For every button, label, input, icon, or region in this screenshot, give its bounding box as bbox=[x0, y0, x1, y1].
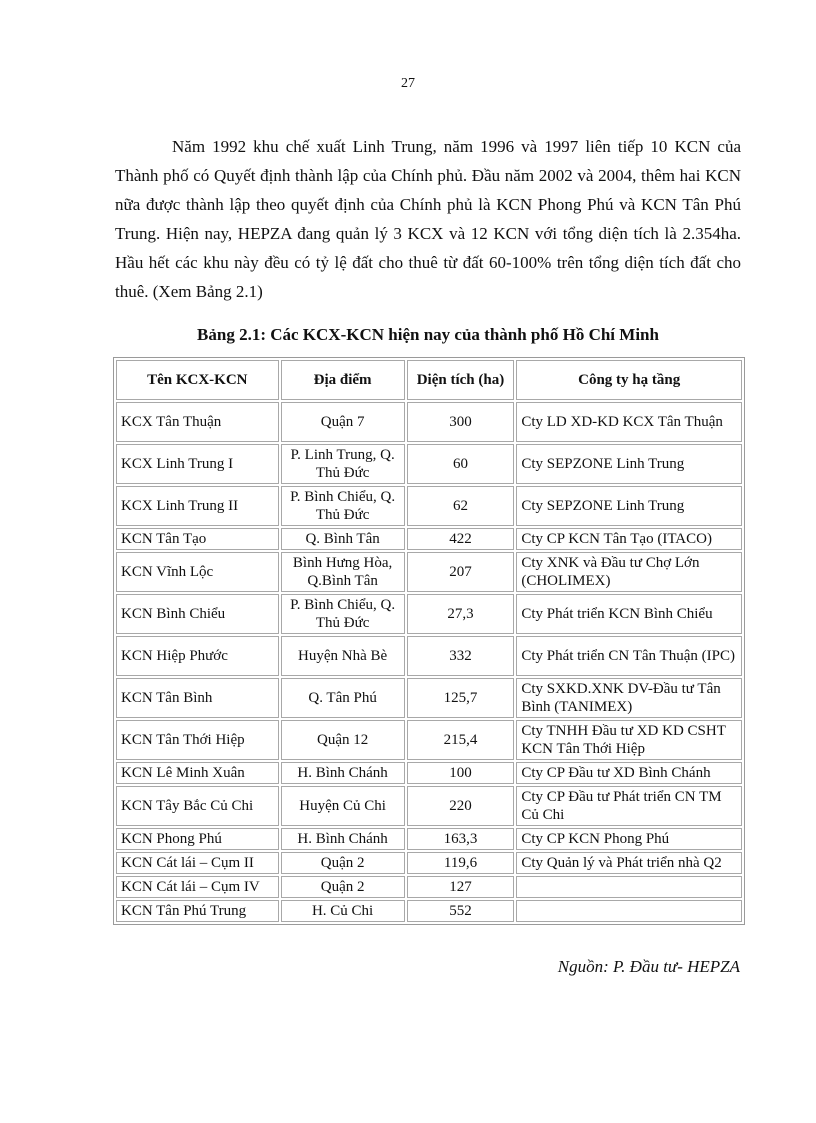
cell-name: KCN Hiệp Phước bbox=[116, 636, 279, 676]
cell-location: Q. Tân Phú bbox=[281, 678, 405, 718]
cell-area: 422 bbox=[407, 528, 515, 550]
cell-area: 119,6 bbox=[407, 852, 515, 874]
table-row bbox=[116, 444, 742, 484]
cell-name: KCX Linh Trung II bbox=[116, 486, 279, 526]
table-row bbox=[116, 828, 742, 850]
kcx-kcn-table bbox=[113, 357, 745, 925]
cell-name: KCN Cát lái – Cụm II bbox=[116, 852, 279, 874]
cell-company: Cty SEPZONE Linh Trung bbox=[516, 486, 742, 526]
header-area: Diện tích (ha) bbox=[407, 360, 515, 400]
cell-location: Quận 2 bbox=[281, 852, 405, 874]
cell-location: P. Bình Chiểu, Q. Thủ Đức bbox=[281, 486, 405, 526]
cell-company bbox=[516, 876, 742, 898]
cell-company: Cty CP KCN Tân Tạo (ITACO) bbox=[516, 528, 742, 550]
cell-company: Cty CP Đầu tư Phát triển CN TM Củ Chi bbox=[516, 786, 742, 826]
cell-location: Quận 7 bbox=[281, 402, 405, 442]
header-infrastructure-company: Công ty hạ tầng bbox=[516, 360, 742, 400]
table-header-row bbox=[116, 360, 742, 400]
header-location: Địa điểm bbox=[281, 360, 405, 400]
table-row bbox=[116, 528, 742, 550]
cell-name: KCN Tân Bình bbox=[116, 678, 279, 718]
cell-location: Quận 12 bbox=[281, 720, 405, 760]
cell-area: 163,3 bbox=[407, 828, 515, 850]
table-row bbox=[116, 876, 742, 898]
body-paragraph: Năm 1992 khu chế xuất Linh Trung, năm 1996 và 1997 liên tiếp 10 KCN của Thành phố có Quyết định thành lập của Chính phủ. Đầu năm 2002 và 2004, thêm hai KCN nữa được thành lập theo quyết định của Chính phủ là KCN Phong Phú và KCN Tân Phú Trung. Hiện nay, HEPZA đang quản lý 3 KCX và 12 KCN với tổng diện tích là 2.354ha. Hầu hết các khu này đều có tỷ lệ đất cho thuê từ đất 60-100% trên tổng diện tích đất cho thuê. (Xem Bảng 2.1) bbox=[115, 137, 741, 301]
cell-area: 332 bbox=[407, 636, 515, 676]
cell-area: 207 bbox=[407, 552, 515, 592]
source-note: Nguồn: P. Đầu tư- HEPZA bbox=[557, 957, 740, 976]
table-row bbox=[116, 720, 742, 760]
cell-location: Quận 2 bbox=[281, 876, 405, 898]
cell-company bbox=[516, 900, 742, 922]
cell-company: Cty CP Đầu tư XD Bình Chánh bbox=[516, 762, 742, 784]
cell-company: Cty CP KCN Phong Phú bbox=[516, 828, 742, 850]
cell-name: KCN Bình Chiểu bbox=[116, 594, 279, 634]
cell-company: Cty SEPZONE Linh Trung bbox=[516, 444, 742, 484]
cell-company: Cty Quản lý và Phát triển nhà Q2 bbox=[516, 852, 742, 874]
cell-name: KCX Tân Thuận bbox=[116, 402, 279, 442]
header-name: Tên KCX-KCN bbox=[116, 360, 279, 400]
cell-area: 215,4 bbox=[407, 720, 515, 760]
table-row bbox=[116, 402, 742, 442]
cell-area: 552 bbox=[407, 900, 515, 922]
cell-area: 125,7 bbox=[407, 678, 515, 718]
cell-name: KCN Phong Phú bbox=[116, 828, 279, 850]
cell-company: Cty SXKD.XNK DV-Đầu tư Tân Bình (TANIMEX) bbox=[516, 678, 742, 718]
cell-name: KCN Tân Thới Hiệp bbox=[116, 720, 279, 760]
cell-location: H. Củ Chi bbox=[281, 900, 405, 922]
table-row bbox=[116, 552, 742, 592]
table-row bbox=[116, 762, 742, 784]
cell-location: P. Linh Trung, Q. Thủ Đức bbox=[281, 444, 405, 484]
cell-name: KCN Lê Minh Xuân bbox=[116, 762, 279, 784]
cell-name: KCX Linh Trung I bbox=[116, 444, 279, 484]
cell-name: KCN Tân Phú Trung bbox=[116, 900, 279, 922]
table-body bbox=[116, 402, 742, 922]
cell-name: KCN Tây Bắc Củ Chi bbox=[116, 786, 279, 826]
cell-area: 300 bbox=[407, 402, 515, 442]
cell-location: Bình Hưng Hòa, Q.Bình Tân bbox=[281, 552, 405, 592]
cell-location: Huyện Củ Chi bbox=[281, 786, 405, 826]
cell-area: 100 bbox=[407, 762, 515, 784]
table-row bbox=[116, 900, 742, 922]
table-row bbox=[116, 486, 742, 526]
cell-location: Q. Bình Tân bbox=[281, 528, 405, 550]
cell-area: 60 bbox=[407, 444, 515, 484]
cell-location: H. Bình Chánh bbox=[281, 828, 405, 850]
table-row bbox=[116, 786, 742, 826]
page-number: 27 bbox=[401, 76, 415, 91]
cell-company: Cty TNHH Đầu tư XD KD CSHT KCN Tân Thới Hiệp bbox=[516, 720, 742, 760]
cell-location: Huyện Nhà Bè bbox=[281, 636, 405, 676]
cell-company: Cty LD XD-KD KCX Tân Thuận bbox=[516, 402, 742, 442]
table-row bbox=[116, 852, 742, 874]
cell-area: 220 bbox=[407, 786, 515, 826]
cell-name: KCN Cát lái – Cụm IV bbox=[116, 876, 279, 898]
cell-area: 27,3 bbox=[407, 594, 515, 634]
cell-company: Cty Phát triển CN Tân Thuận (IPC) bbox=[516, 636, 742, 676]
cell-company: Cty Phát triển KCN Bình Chiểu bbox=[516, 594, 742, 634]
table-row bbox=[116, 636, 742, 676]
cell-area: 127 bbox=[407, 876, 515, 898]
cell-location: P. Bình Chiểu, Q. Thủ Đức bbox=[281, 594, 405, 634]
cell-company: Cty XNK và Đầu tư Chợ Lớn (CHOLIMEX) bbox=[516, 552, 742, 592]
table-title: Bảng 2.1: Các KCX-KCN hiện nay của thành phố Hồ Chí Minh bbox=[197, 325, 659, 344]
table-container bbox=[113, 357, 745, 925]
table-row bbox=[116, 594, 742, 634]
table-row bbox=[116, 678, 742, 718]
cell-location: H. Bình Chánh bbox=[281, 762, 405, 784]
cell-area: 62 bbox=[407, 486, 515, 526]
cell-name: KCN Tân Tạo bbox=[116, 528, 279, 550]
cell-name: KCN Vĩnh Lộc bbox=[116, 552, 279, 592]
